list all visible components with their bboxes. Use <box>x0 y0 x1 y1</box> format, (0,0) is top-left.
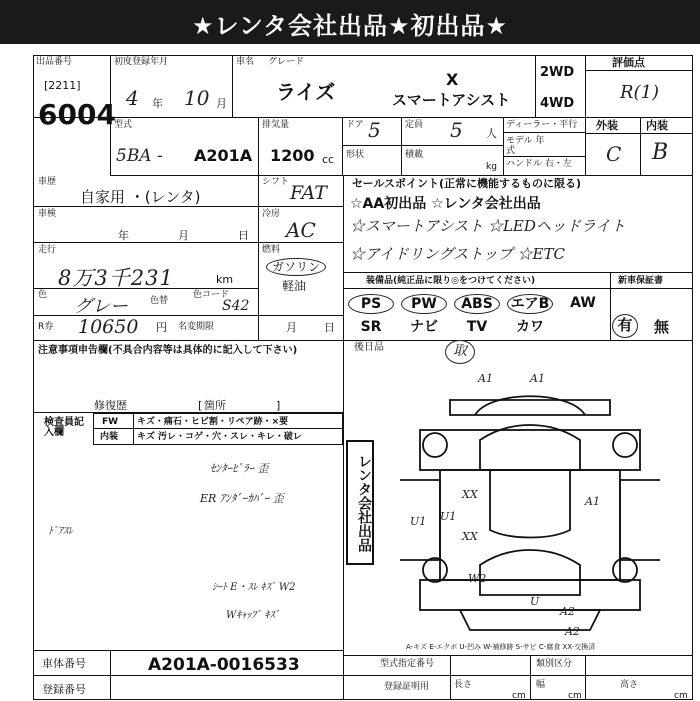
diagram-hood-curve <box>475 396 585 415</box>
capacity-label: 定員 <box>405 120 424 130</box>
note-2: ER ｱﾝﾀﾞｰｶﾊﾞｰ 歪 <box>200 492 284 505</box>
diagram-body <box>440 470 620 580</box>
inspection-month: 月 <box>178 229 189 242</box>
first-reg-month: 10 <box>184 86 210 110</box>
equip-item-7: TV <box>466 319 488 335</box>
history-value: 自家用 ・(レンタ) <box>80 188 201 206</box>
capacity-unit: 人 <box>486 127 497 140</box>
grade-label: グレード <box>268 57 305 67</box>
rear-mark-circle: 取 <box>445 340 475 364</box>
drive-4wd: 4WD <box>540 96 575 111</box>
doors-label: ドア <box>346 120 364 130</box>
diagram-front-bumper <box>450 400 610 415</box>
warranty-label: 新車保証書 <box>618 276 664 286</box>
score-label: 評価点 <box>612 56 645 69</box>
sales-line1: ☆AA初出品 ☆レンタ会社出品 <box>350 196 541 212</box>
shift-label: シフト <box>262 177 290 187</box>
reg-number-label: 登録証明用 <box>384 682 430 692</box>
color-value: グレー <box>74 296 128 317</box>
history-label: 車歴 <box>38 177 57 187</box>
car-name: ライズ <box>276 80 336 104</box>
warranty-yes <box>612 314 638 338</box>
category-label: 類別区分 <box>536 659 573 669</box>
load-label: 積載 <box>405 150 424 160</box>
car-diagram <box>380 370 680 640</box>
capacity-value: 5 <box>450 118 463 142</box>
fuel-label: 燃料 <box>262 245 281 255</box>
diagram-wheel-rr <box>613 558 637 582</box>
banner-text: ★レンタ会社出品★初出品★ <box>192 12 508 40</box>
equip-item-0: PS <box>348 294 394 314</box>
width-cm: cm <box>568 691 582 701</box>
fw-label: FW <box>102 417 119 427</box>
repair-bracket-open: [ <box>198 399 203 412</box>
width-label: 幅 <box>536 680 546 690</box>
model-label: 型式 <box>114 120 133 130</box>
shift-value: FAT <box>290 182 327 204</box>
rental-stamp <box>346 440 374 565</box>
recycle-unit: 円 <box>156 321 167 334</box>
diagram-rear-window <box>480 550 580 595</box>
equip-item-3: エアB <box>507 294 553 314</box>
int-label-row: 内装 <box>100 432 119 442</box>
recycle-label: R券 <box>38 322 54 332</box>
first-reg-label: 初度登録年月 <box>114 57 169 67</box>
inspection-year: 年 <box>118 229 129 242</box>
fuel-diesel: 軽油 <box>282 279 307 293</box>
fw-text: キズ・痛石・ヒビ割・リペア跡・×要 <box>137 417 289 427</box>
name-change-label: 名変期限 <box>178 322 215 332</box>
equip-item-2: ABS <box>454 294 500 314</box>
doors-value: 5 <box>368 118 381 142</box>
mileage-value: 8万3千231 <box>58 266 174 290</box>
ac-label: 冷房 <box>262 209 281 219</box>
inspection-label: 車検 <box>38 209 57 219</box>
banner <box>0 0 700 44</box>
diagram-mark-6: XX <box>462 530 478 543</box>
chassis-label: 車体番号 <box>42 657 86 670</box>
mileage-label: 走行 <box>38 245 57 255</box>
equip-item-5: SR <box>360 319 382 335</box>
diagram-wheel-rl <box>423 558 447 582</box>
sales-title: セールスポイント(正常に機能するものに限る) <box>352 177 582 190</box>
equip-title: 装備品(純正品に限り◎をつけてください) <box>366 276 536 286</box>
color-code-label: 色コード <box>193 290 230 300</box>
sales-line3: ☆アイドリングストップ ☆ETC <box>350 245 565 263</box>
equip-item-1: PW <box>401 294 447 314</box>
score-value: R(1) <box>620 82 660 103</box>
diagram-mark-4: U1 <box>410 515 427 528</box>
drive-2wd: 2WD <box>540 65 575 80</box>
repair-bracket-close: ] <box>276 399 281 412</box>
repair-place: 箇所 <box>204 399 226 412</box>
displacement-unit: cc <box>322 153 335 166</box>
first-reg-year-unit: 年 <box>152 97 163 110</box>
diagram-wheel-fl <box>423 433 447 457</box>
fuel-gas: ガソリン <box>266 258 326 276</box>
note-3: ﾄﾞｱｽﾚ <box>48 526 73 537</box>
color-label: 色 <box>38 290 48 300</box>
type-designation-label: 型式指定番号 <box>380 659 435 669</box>
model-year-label: モデル 年式 <box>506 136 545 156</box>
inspection-day: 日 <box>238 229 249 242</box>
shape-label: 形状 <box>346 150 365 160</box>
note-1: ｾﾝﾀｰﾋﾟﾗｰ 歪 <box>210 462 269 475</box>
diagram-mark-10: A2 <box>565 625 580 638</box>
inspector-label: 検査員記入欄 <box>44 417 84 438</box>
notes-header: 注意事項申告欄(不具合内容等は具体的に記入して下さい) <box>38 345 298 356</box>
displacement-label: 排気量 <box>262 120 290 130</box>
note-4: ｼｰﾄ E・ｽﾚ ｷｽﾞ W2 <box>212 582 296 593</box>
recycle-value: 10650 <box>78 316 139 338</box>
ext-label: 外装 <box>596 119 618 132</box>
ext-grade: C <box>606 142 622 166</box>
car-name-label: 車名 <box>236 57 255 67</box>
diagram-front-panel <box>420 430 640 470</box>
name-change-day: 日 <box>324 321 335 334</box>
diagram-mark-2: U1 <box>440 510 457 523</box>
repair-label: 修復歴 <box>94 399 127 412</box>
ac-value: AC <box>286 218 316 242</box>
color-change-label: 色替 <box>150 296 169 306</box>
mileage-unit: km <box>216 273 234 286</box>
lot-number: 6004 <box>38 98 116 131</box>
diagram-mark-9: A2 <box>560 605 575 618</box>
load-unit: kg <box>486 162 497 172</box>
diagram-mark-5: XX <box>462 488 478 501</box>
sales-line2: ☆スマートアシスト ☆LEDヘッドライト <box>350 217 626 235</box>
length-cm: cm <box>512 691 526 701</box>
equip-item-4: AW <box>570 295 596 311</box>
diagram-mark-0: A1 <box>478 372 493 385</box>
height-cm: cm <box>674 691 688 701</box>
grade-line1: X <box>446 70 459 89</box>
first-reg-year: 4 <box>126 86 139 110</box>
length-label: 長さ <box>454 680 473 690</box>
prev-reg-label: 登録番号 <box>42 683 86 696</box>
first-reg-month-unit: 月 <box>216 97 227 110</box>
rental-stamp-text: レンタ会社出品 <box>356 453 372 552</box>
diagram-roof <box>490 470 570 538</box>
int-text: キズ 汚レ・コゲ・穴・スレ・キレ・破レ <box>137 432 302 442</box>
dealer-label: ディーラー・平行 <box>506 120 578 130</box>
diagram-wheel-fr <box>613 433 637 457</box>
diagram-mark-8: U <box>530 595 540 608</box>
equip-item-6: ナビ <box>410 319 438 335</box>
rear-window-label: 後日品 <box>354 342 384 353</box>
diagram-legend: A-キズ E-エクボ U-凹み W-補修跡 S-サビ C-腐食 XX-交換済 <box>406 643 596 651</box>
diagram-windshield <box>480 425 580 470</box>
int-grade: B <box>652 140 669 165</box>
lot-code: [2211] <box>44 79 81 92</box>
warranty-yes-text: 有 <box>617 316 633 334</box>
diagram-mark-3: A1 <box>585 495 600 508</box>
model-prefix: 5BA - <box>116 146 163 166</box>
diagram-mark-1: A1 <box>530 372 545 385</box>
color-code: S42 <box>222 298 250 314</box>
handle-label: ハンドル 右・左 <box>506 159 572 169</box>
chassis-number: A201A-0016533 <box>148 655 300 675</box>
displacement-value: 1200 <box>270 146 315 165</box>
diagram-right-side <box>620 480 660 560</box>
name-change-month: 月 <box>286 321 297 334</box>
warranty-no: 無 <box>654 318 670 336</box>
model-code: A201A <box>194 146 253 165</box>
height-label: 高さ <box>620 680 639 690</box>
equip-item-8: カワ <box>516 319 544 335</box>
grade-line2: スマートアシスト <box>392 91 511 109</box>
int-label: 内装 <box>646 119 668 132</box>
lot-label: 出品番号 <box>36 57 73 67</box>
note-5: Wｷｬｯﾌﾟ ｷｽﾞ <box>226 610 280 621</box>
diagram-mark-7: W2 <box>468 572 487 585</box>
